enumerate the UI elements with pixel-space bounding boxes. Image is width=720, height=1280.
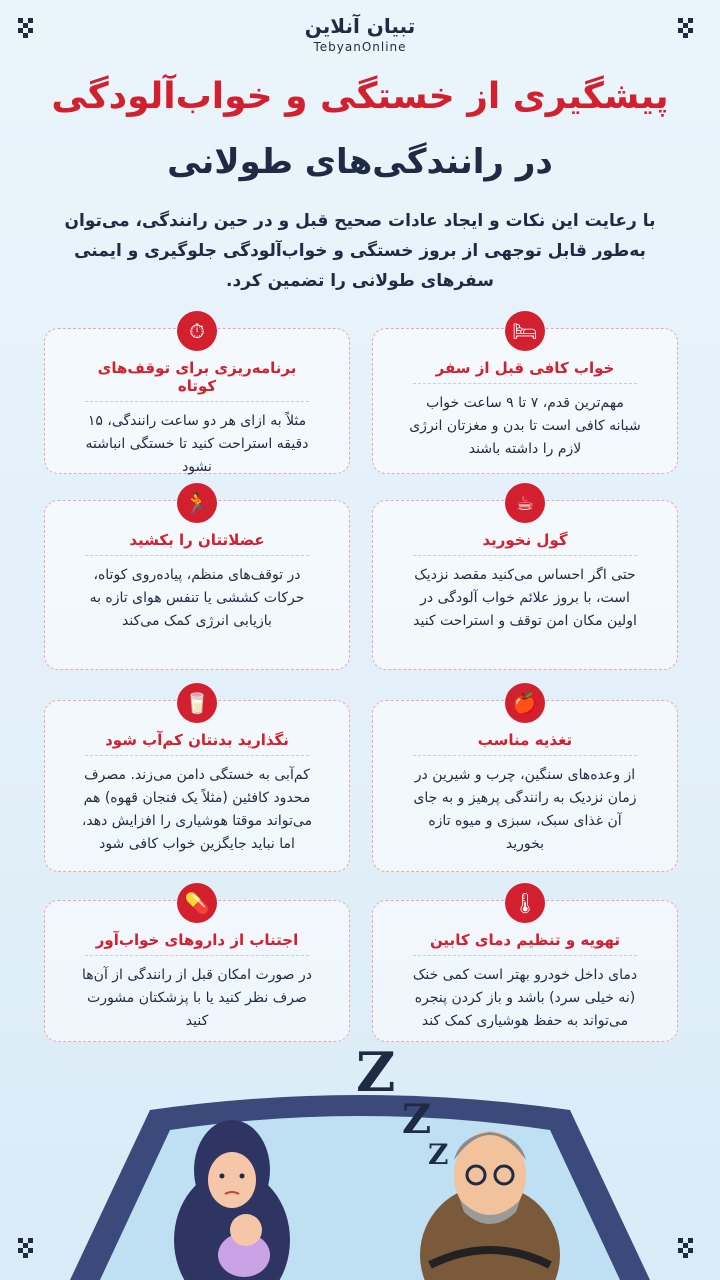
tip-title: عضلاتتان را بکشید (85, 531, 309, 556)
tip-card (372, 491, 678, 670)
sleep-letter: Z (428, 1138, 449, 1171)
stopwatch-icon: ⏱ (177, 311, 217, 351)
brand-logo (0, 14, 720, 54)
tip-title: اجتناب از داروهای خواب‌آور (85, 931, 309, 956)
tip-card (44, 691, 350, 872)
sleep-warning-icon: ☕ (505, 483, 545, 523)
tip-card (44, 891, 350, 1042)
page-subtitle: در رانندگی‌های طولانی (167, 142, 553, 182)
car-illustration (0, 1040, 720, 1280)
tip-title: تغذیه مناسب (413, 731, 637, 756)
tip-body: در صورت امکان قبل از رانندگی از آن‌ها صرف نظر کنید یا با پزشکتان مشورت کنید (82, 967, 312, 1029)
tip-body: دمای داخل خودرو بهتر است کمی خنک (نه خیلی سرد) باشد و باز کردن پنجره می‌تواند به حفظ هوشیاری کمک کند (412, 967, 638, 1029)
tip-body: کم‌آبی به خستگی دامن می‌زند. مصرف محدود کافئین (مثلاً یک فنجان قهوه) هم می‌تواند موقتا هوشیاری را افزایش دهد، اما نباید جایگزین خواب کافی شود (81, 767, 313, 852)
tip-card (372, 691, 678, 872)
logo-persian: تبیان آنلاین (304, 14, 416, 38)
page-title: پیشگیری از خستگی و خواب‌آلودگی (51, 76, 669, 117)
sleep-letter: Z (356, 1040, 396, 1104)
water-glass-icon: 🥛 (177, 683, 217, 723)
tip-body: از وعده‌های سنگین، چرب و شیرین در زمان نزدیک به رانندگی پرهیز و به جای آن غذای سبک، سبزی و میوه تازه بخورید (413, 767, 637, 852)
tip-title: تهویه و تنظیم دمای کابین (413, 931, 637, 956)
thermometer-icon: 🌡 (505, 883, 545, 923)
pills-icon: 💊 (177, 883, 217, 923)
sleep-letter: Z (402, 1096, 432, 1143)
apple-icon: 🍎 (505, 683, 545, 723)
tip-body: در توقف‌های منظم، پیاده‌روی کوتاه، حرکات کششی یا تنفس هوای تازه به بازیابی انرژی کمک می‌کند (89, 567, 305, 629)
tip-card (372, 319, 678, 474)
tip-card (372, 891, 678, 1042)
stretch-icon: 🏃 (177, 483, 217, 523)
tip-title: برنامه‌ریزی برای توقف‌های کوتاه (85, 359, 309, 402)
tip-title: نگذارید بدنتان کم‌آب شود (85, 731, 309, 756)
tip-title: خواب کافی قبل از سفر (413, 359, 637, 384)
logo-english: TebyanOnline (313, 40, 407, 54)
tip-title: گول نخورید (413, 531, 637, 556)
tip-body: مهم‌ترین قدم، ۷ تا ۹ ساعت خواب شبانه کافی است تا بدن و مغزتان انرژی لازم را داشته باشند (409, 395, 641, 457)
tip-card (44, 319, 350, 475)
tip-body: مثلاً به ازای هر دو ساعت رانندگی، ۱۵ دقیقه استراحت کنید تا خستگی انباشته نشود (85, 413, 309, 475)
tip-body: حتی اگر احساس می‌کنید مقصد نزدیک است، با بروز علائم خواب آلودگی در اولین مکان امن توقف و استراحت کنید (413, 567, 637, 629)
bed-icon: 🛏 (505, 311, 545, 351)
intro-paragraph: با رعایت این نکات و ایجاد عادات صحیح قبل و در حین رانندگی، می‌توان به‌طور قابل توجهی از بروز خستگی و خواب‌آلودگی جلوگیری و ایمنی سفرهای طولانی را تضمین کرد. (64, 211, 656, 291)
tip-card (44, 491, 350, 670)
